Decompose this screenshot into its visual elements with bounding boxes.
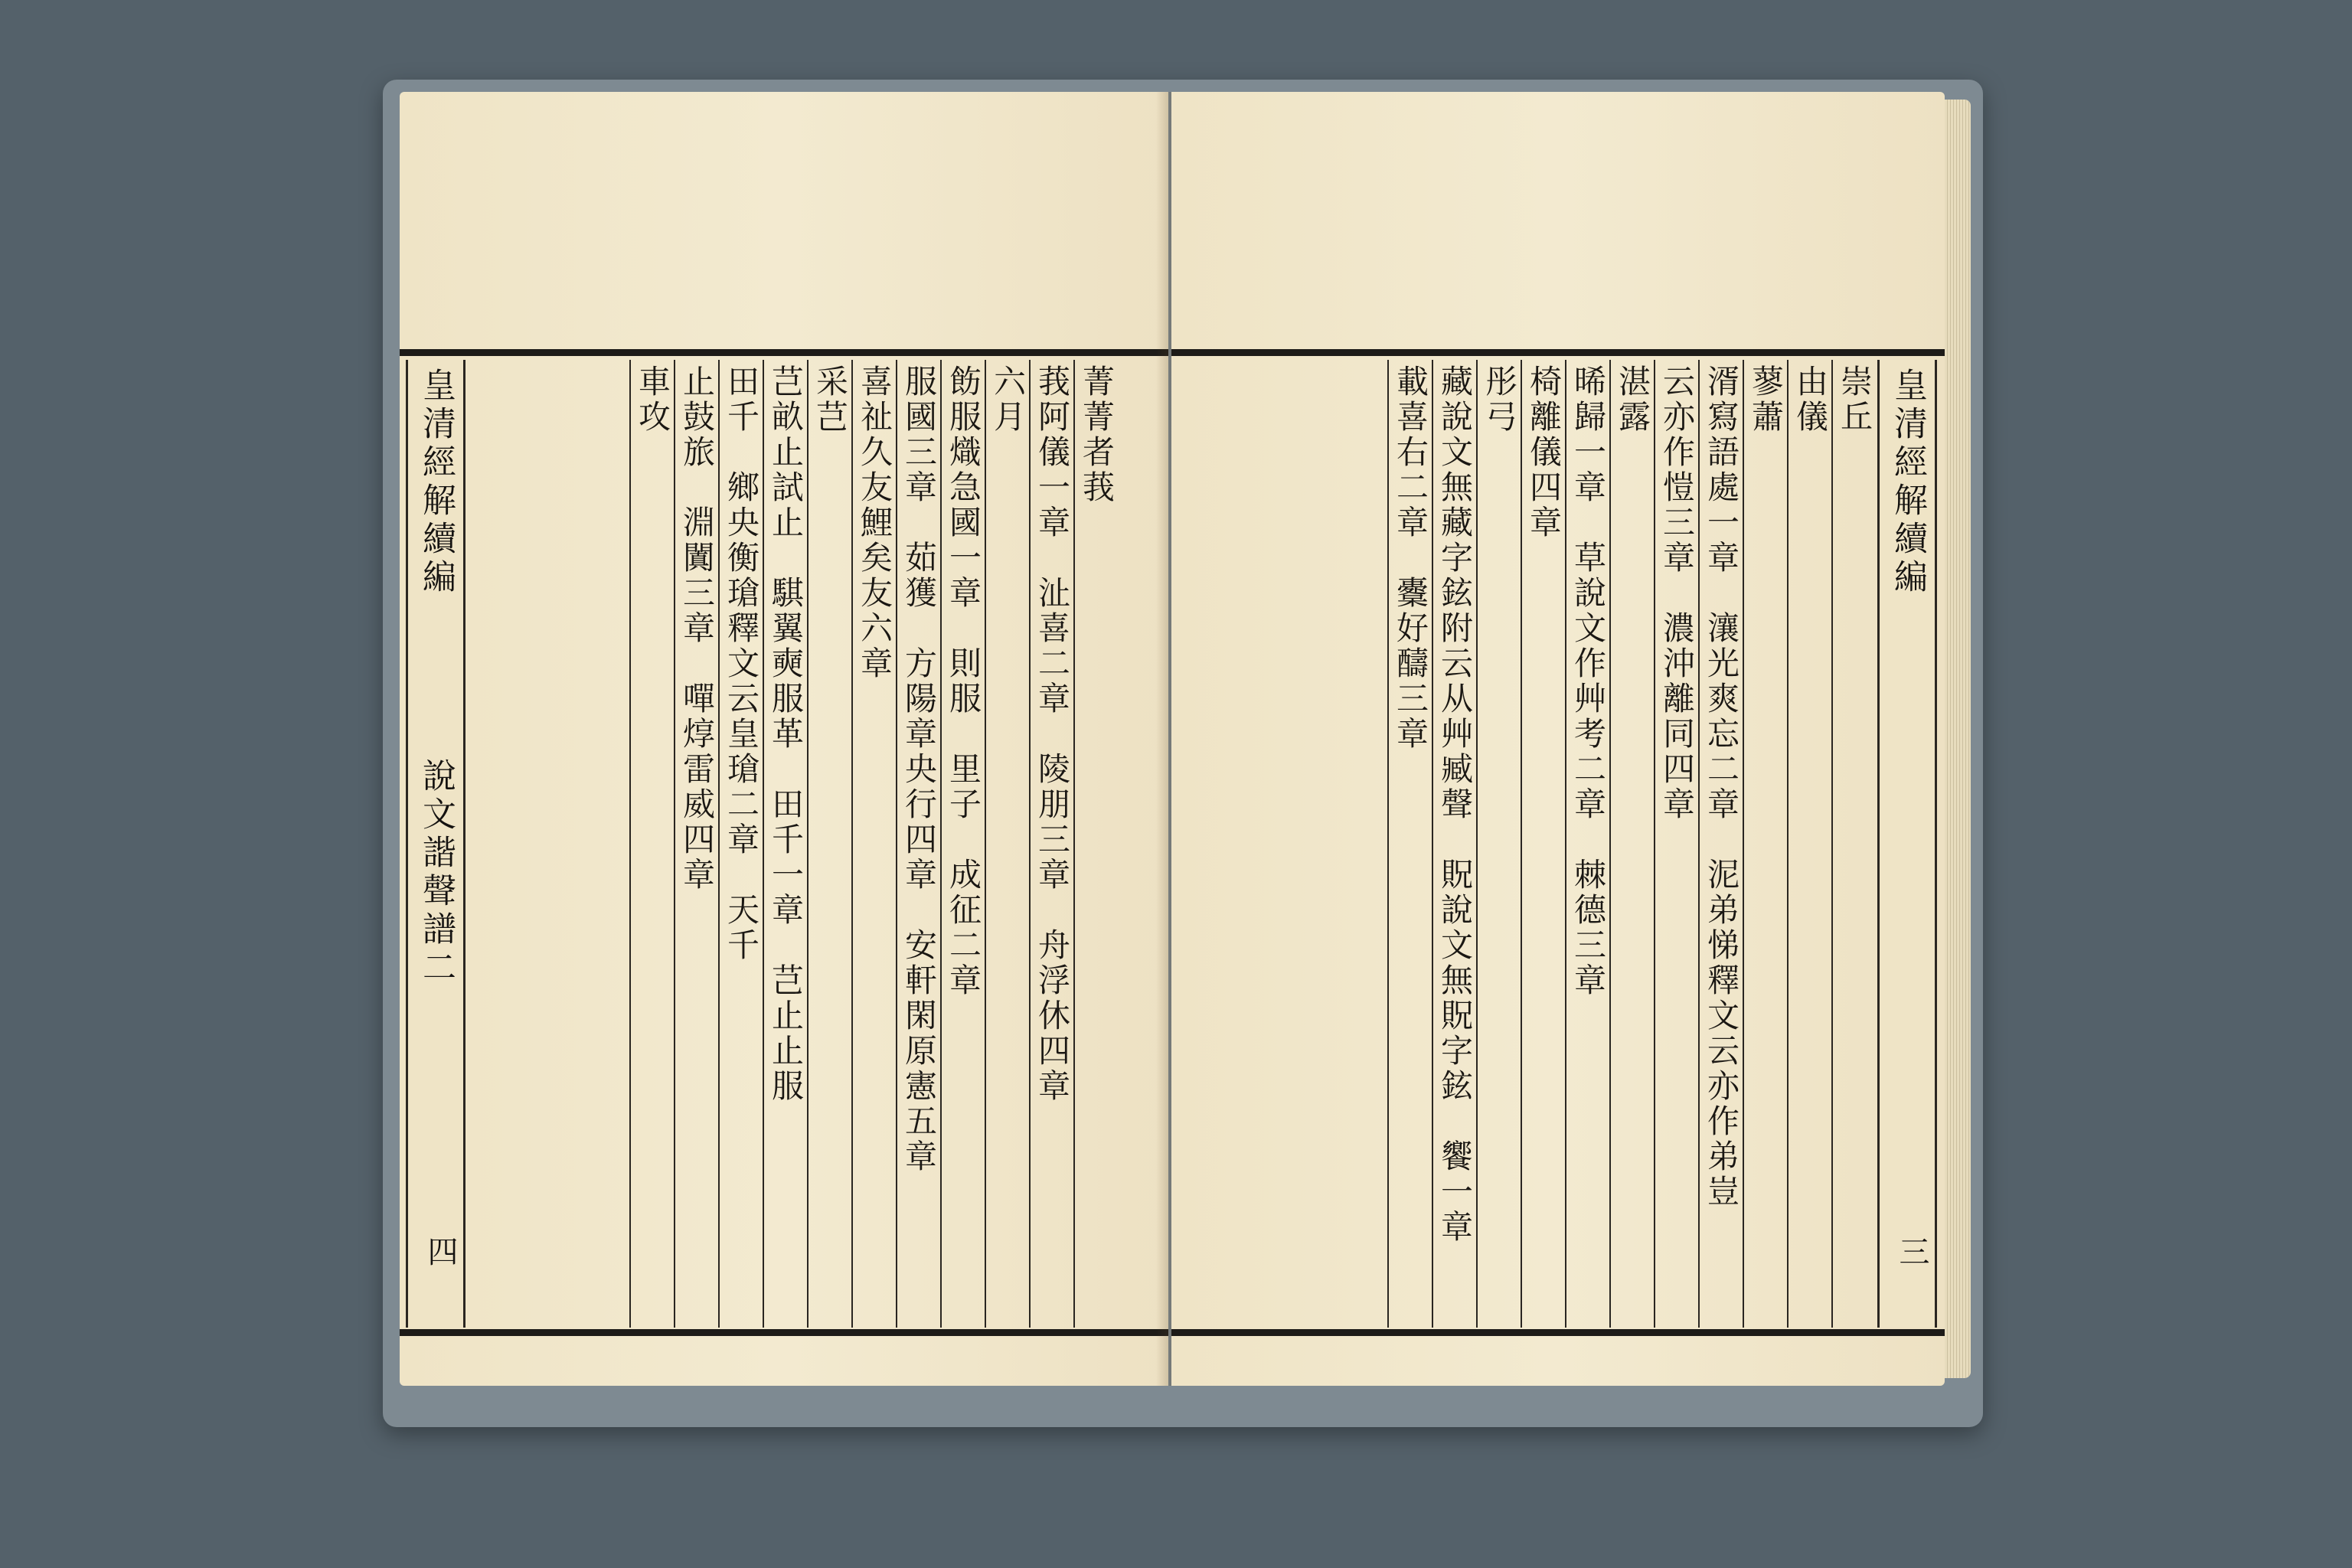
left-header-title: 皇清經解續編 xyxy=(416,368,456,597)
left-column-11: 車攻 xyxy=(629,360,674,1328)
right-banner-column xyxy=(1877,360,1937,1328)
left-column-2: 莪阿儀一章 沚喜二章 陵朋三章 舟浮休四章 xyxy=(1029,360,1073,1328)
right-column-6: 湛露 xyxy=(1609,360,1654,1328)
bottom-border-rule xyxy=(1171,1329,1945,1336)
page-edge-stack xyxy=(1945,100,1971,1378)
left-column-5: 服國三章 茹獲 方陽章央行四章 安軒閑原憲五章 xyxy=(896,360,940,1328)
left-column-3: 六月 xyxy=(985,360,1029,1328)
right-page xyxy=(1171,92,1945,1386)
left-section-title: 說文諧聲譜二 xyxy=(416,758,456,988)
right-column-2: 由儀 xyxy=(1787,360,1831,1328)
right-folio-number: 三 xyxy=(1894,1236,1929,1266)
left-column-10: 止鼓旅 淵闐三章 嘽焞雷威四章 xyxy=(674,360,718,1328)
right-column-3: 蓼蕭 xyxy=(1743,360,1787,1328)
right-column-9: 彤弓 xyxy=(1476,360,1521,1328)
left-column-4: 飭服熾急國一章 則服 里子 成征二章 xyxy=(940,360,985,1328)
bottom-border-rule xyxy=(400,1329,1168,1336)
right-column-10: 藏說文無藏字鉉附云从艸臧聲 貺說文無貺字鉉 饗一章 xyxy=(1432,360,1476,1328)
left-column-7: 采芑 xyxy=(807,360,851,1328)
right-column-11: 載喜右二章 櫜好醻三章 xyxy=(1387,360,1432,1328)
right-column-5: 云亦作愷三章 濃沖離同四章 xyxy=(1654,360,1698,1328)
right-column-8: 椅離儀四章 xyxy=(1521,360,1565,1328)
right-column-7: 晞歸一章 草說文作艸考二章 棘德三章 xyxy=(1565,360,1609,1328)
top-border-rule xyxy=(1171,349,1945,356)
top-border-rule xyxy=(400,349,1168,356)
left-column-9: 田千 鄉央衡瑲釋文云皇瑲二章 天千 xyxy=(718,360,763,1328)
left-folio-number: 四 xyxy=(423,1236,458,1266)
left-column-6: 喜祉久友鯉矣友六章 xyxy=(851,360,896,1328)
right-header-title: 皇清經解續編 xyxy=(1888,368,1927,597)
left-banner-column xyxy=(406,360,466,1328)
left-column-1: 菁菁者莪 xyxy=(1073,360,1118,1328)
left-text-columns xyxy=(400,360,1168,1328)
right-column-1: 崇丘 xyxy=(1831,360,1876,1328)
bleed-through-text xyxy=(1233,360,1279,1328)
right-text-columns xyxy=(1171,360,1945,1328)
left-column-8: 芑畝止試止 騏翼奭服革 田千一章 芑止止服 xyxy=(763,360,807,1328)
left-page xyxy=(400,92,1168,1386)
right-column-4: 湑寫語處一章 瀼光爽忘二章 泥弟悌釋文云亦作弟豈 xyxy=(1698,360,1743,1328)
